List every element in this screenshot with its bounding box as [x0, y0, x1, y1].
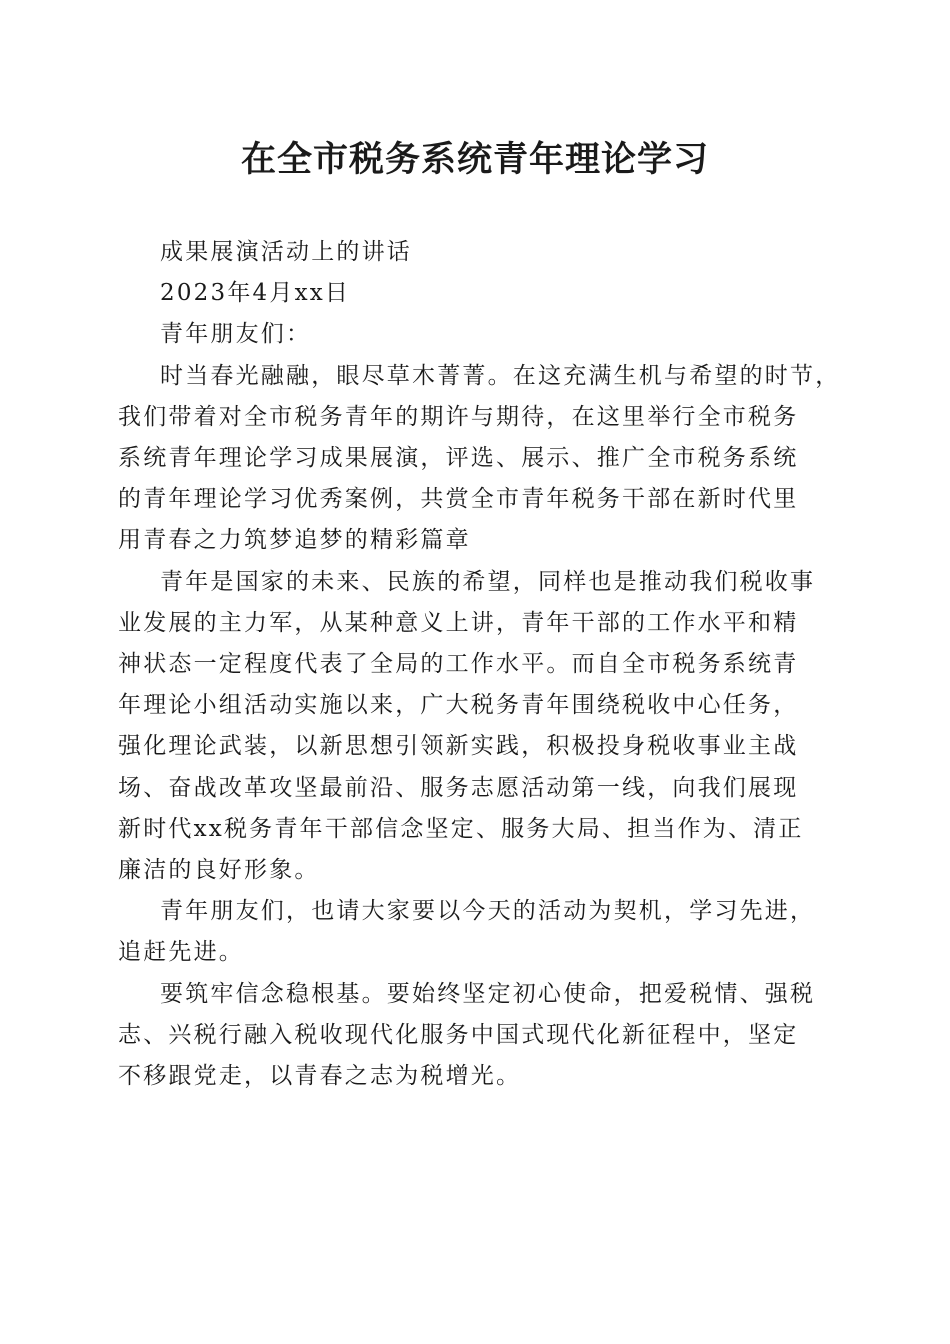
body-line: 成果展演活动上的讲话 [160, 239, 412, 265]
document-title: 在全市税务系统青年理论学习 [240, 139, 709, 180]
body-line: 强化理论武装，以新思想引领新实践，积极投身税收事业主战 [118, 733, 799, 760]
body-line: 时当春光融融，眼尽草木菁菁。在这充满生机与希望的时节， [160, 362, 841, 389]
body-line: 追赶先进。 [118, 939, 244, 966]
document-body [118, 232, 841, 1097]
body-line: 新时代xx税务青年干部信念坚定、服务大局、担当作为、清正 [118, 815, 804, 842]
body-line: 神状态一定程度代表了全局的工作水平。而自全市税务系统青 [118, 651, 799, 678]
body-line: 业发展的主力军，从某种意义上讲，青年干部的工作水平和精 [118, 609, 799, 636]
body-line: 青年是国家的未来、民族的希望，同样也是推动我们税收事 [160, 568, 816, 595]
body-line: 不移跟党走，以青春之志为税增光。 [118, 1063, 522, 1090]
body-line: 我们带着对全市税务青年的期许与期待，在这里举行全市税务 [118, 403, 799, 430]
body-line: 系统青年理论学习成果展演，评选、展示、推广全市税务系统 [118, 445, 799, 472]
body-line: 志、兴税行融入税收现代化服务中国式现代化新征程中，坚定 [118, 1021, 799, 1048]
body-line: 年理论小组活动实施以来，广大税务青年围绕税收中心任务， [118, 692, 799, 719]
body-line: 的青年理论学习优秀案例，共赏全市青年税务干部在新时代里 [118, 486, 799, 513]
body-line: 场、奋战改革攻坚最前沿、服务志愿活动第一线，向我们展现 [118, 774, 799, 801]
body-line: 廉洁的良好形象。 [118, 857, 320, 884]
body-line: 2023年4月xx日 [160, 280, 351, 307]
body-line: 青年朋友们： [160, 321, 312, 348]
body-line: 要筑牢信念稳根基。要始终坚定初心使命，把爱税情、强税 [160, 980, 816, 1007]
body-line: 青年朋友们，也请大家要以今天的活动为契机，学习先进， [160, 898, 816, 925]
body-line: 用青春之力筑梦追梦的精彩篇章 [118, 527, 471, 554]
